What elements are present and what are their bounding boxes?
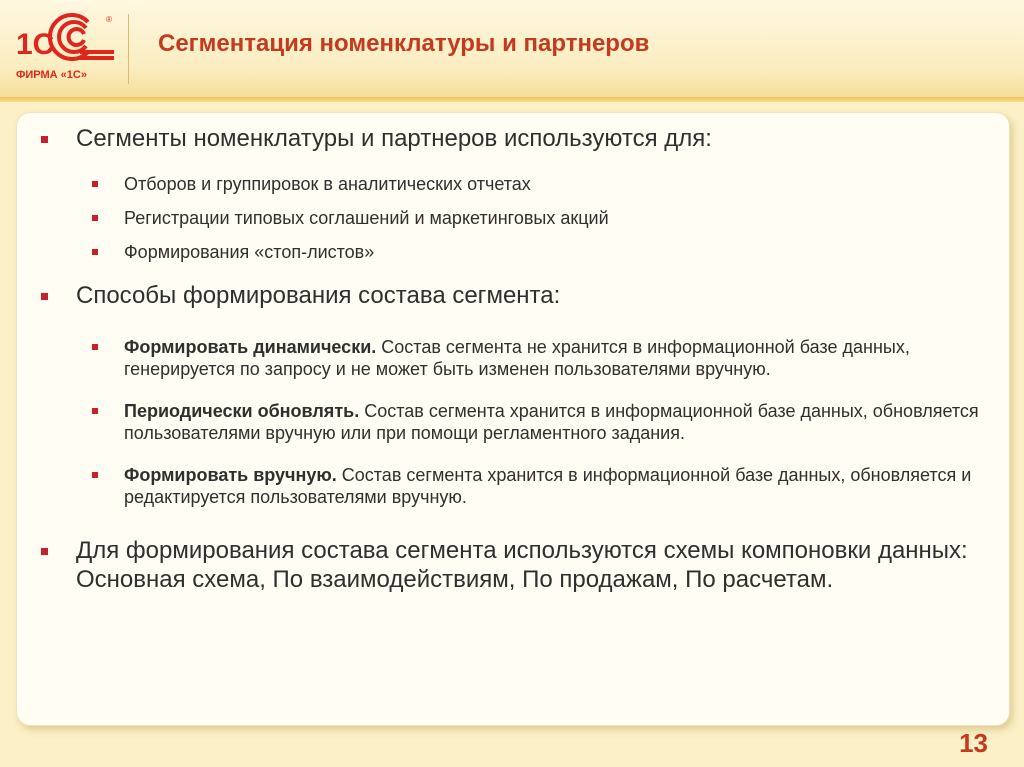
logo-caption: ФИРМА «1С»	[16, 69, 87, 81]
bullet-bold-lead: Формировать динамически.	[124, 337, 377, 357]
bullet-marker	[41, 136, 48, 143]
bullet-text: Способы формирования состава сегмента:	[76, 282, 561, 309]
bullet-body: Состав сегмента хранится в информационной базе данных, обновляется и редактируется пользователями вручную.	[124, 465, 972, 507]
logo-mark: 1С	[16, 28, 55, 61]
logo-divider	[128, 14, 129, 84]
bullet-item	[36, 536, 986, 594]
sub-bullet-item	[36, 207, 986, 229]
bullet-text: Регистрации типовых соглашений и маркетинговых акций	[124, 208, 609, 228]
logo-registered: ®	[106, 15, 112, 24]
header-rule	[0, 97, 1024, 102]
logo-1c	[10, 8, 120, 88]
bullet-text: Отборов и группировок в аналитических отчетах	[124, 174, 531, 194]
bullet-body: Состав сегмента не хранится в информационной базе данных, генерируется по запросу и не может быть изменен пользователями вручную.	[124, 337, 910, 379]
bullet-marker	[92, 215, 98, 221]
sub-bullet-item	[36, 173, 986, 195]
bullet-marker	[41, 293, 48, 300]
bullet-bold-lead: Формировать вручную.	[124, 465, 337, 485]
sub-bullet-item	[36, 400, 986, 444]
bullet-marker	[92, 181, 98, 187]
sub-bullet-item	[36, 241, 986, 263]
bullet-text	[124, 464, 986, 508]
sub-bullet-item	[36, 336, 986, 380]
bullet-marker	[92, 344, 98, 350]
bullet-text: Сегменты номенклатуры и партнеров используются для:	[76, 125, 712, 152]
bullet-text	[124, 336, 986, 380]
bullet-marker	[92, 472, 98, 478]
slide-title: Сегментация номенклатуры и партнеров	[158, 30, 650, 57]
bullet-item	[36, 281, 986, 310]
bullet-bold-lead: Периодически обновлять.	[124, 401, 360, 421]
bullet-text	[124, 400, 986, 444]
bullet-text: Для формирования состава сегмента используются схемы компоновки данных: Основная схема, По взаимодействиям, По продажам, По расчетам.	[76, 537, 968, 593]
bullet-marker	[92, 249, 98, 255]
bullet-text: Формирования «стоп-листов»	[124, 242, 375, 262]
bullet-marker	[41, 548, 48, 555]
bullet-list	[36, 124, 986, 594]
page-number: 13	[959, 728, 988, 758]
bullet-body: Состав сегмента хранится в информационной базе данных, обновляется пользователями вручную или при помощи регламентного задания.	[124, 401, 979, 443]
bullet-item	[36, 124, 986, 153]
sub-bullet-item	[36, 464, 986, 508]
bullet-marker	[92, 408, 98, 414]
